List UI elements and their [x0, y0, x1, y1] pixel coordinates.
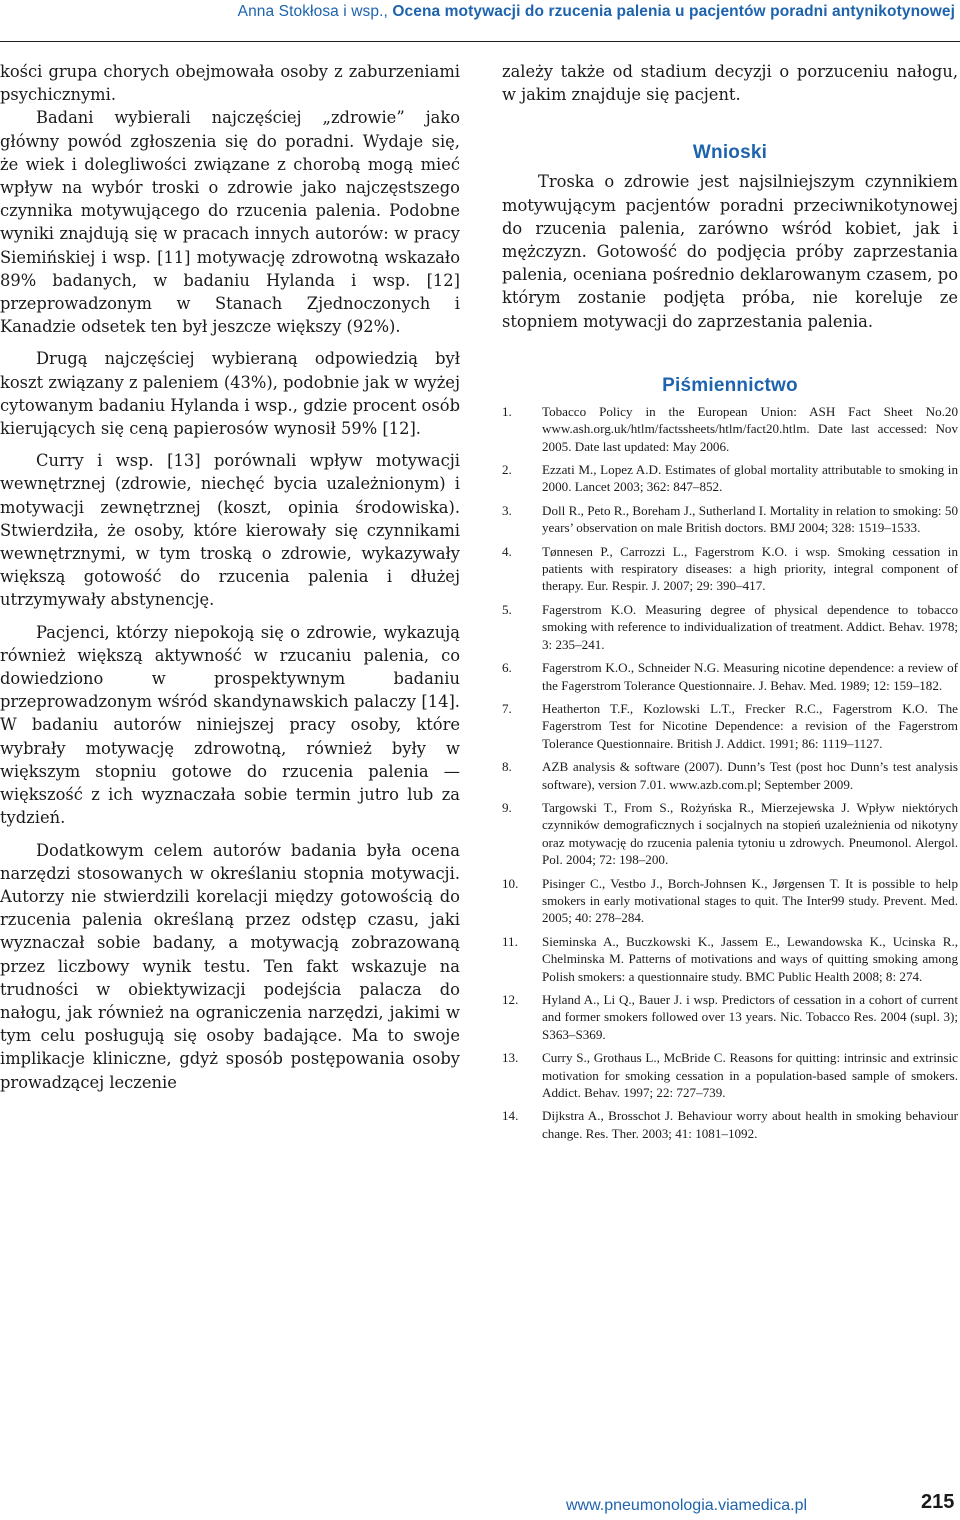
reference-number: 11. [502, 933, 518, 949]
conclusions-heading: Wnioski [692, 142, 768, 164]
reference-text: Curry S., Grothaus L., McBride C. Reasons for quitting: intrinsic and extrinsic motivation for smoking cessation in a population-based sample of smokers. Addict. Behav. 1997; 22: 727–739. [542, 1050, 958, 1101]
reference-number: 3. [502, 502, 512, 518]
reference-number: 6. [502, 660, 512, 676]
left-column [0, 60, 460, 1094]
reference-item [502, 502, 958, 537]
paragraph: Badani wybierali najczęściej „zdrowie” jako główny powód zgłoszenia się do poradni. Wydaje się, że wiek i dolegliwości związane z chorobą mogą mieć wpływ na wybór troski o zdrowie jako najczęstszego czynnika motywującego do rzucenia palenia. Podobne wyniki znajdują się w pracach innych autorów: w pracy Siemińskiej i wsp. [11] motywację zdrowotną wskazało 89% badanych, w badaniu Hylanda i wsp. [12] przeprowadzonym w Stanach Zjednoczonych i Kanadzie odsetek ten był jeszcze większy (92%). [0, 108, 460, 337]
paragraph: zależy także od stadium decyzji o porzuceniu nałogu, w jakim znajduje się pacjent. [502, 62, 958, 105]
reference-number: 1. [502, 403, 512, 419]
reference-text: Tobacco Policy in the European Union: ASH Fact Sheet No.20 www.ash.org.uk/htlm/factssheets/htlm/fact20.htlm. Date last accessed: Nov 2005. Date last updated: May 2006. [542, 403, 958, 454]
running-header [0, 3, 955, 21]
reference-item [502, 403, 958, 455]
paragraph: Dodatkowym celem autorów badania była ocena narzędzi stosowanych w określaniu stopnia motywacji. Autorzy nie stwierdzili korelacji między gotowością do rzucenia palenia określaną przez odstęp czasu, jaki wyznaczał sobie badany, a motywacją zobrazowaną przez liczbowy wynik testu. Ten fakt wskazuje na trudności w obiektywizacji podejścia palacza do nałogu, jak również na ograniczenia narzędzi, jakimi w tym celu posługują się osoby badające. Ma to swoje implikacje kliniczne, gdyż sposób postępowania osoby prowadzącej leczenie [0, 840, 460, 1092]
paragraph: Curry i wsp. [13] porównali wpływ motywacji wewnętrznej (zdrowie, niechęć bycia uzależnionym) i motywacji zewnętrznej (koszt, opinia środowiska). Stwierdziła, że osoby, które kierowały się czynnikami wewnętrznymi, w tym troską o zdrowie, wykazywały większą gotowość do rzucenia palenia i dłużej utrzymywały abstynencję. [0, 451, 460, 610]
references-list [502, 403, 958, 1142]
reference-item [502, 799, 958, 869]
reference-text: Ezzati M., Lopez A.D. Estimates of global mortality attributable to smoking in 2000. Lancet 2003; 362: 847–852. [542, 462, 958, 495]
reference-item [502, 601, 958, 653]
reference-number: 13. [502, 1050, 519, 1066]
reference-text: Hyland A., Li Q., Bauer J. i wsp. Predictors of cessation in a cohort of current and former smokers followed over 13 years. Nic. Tobacco Res. 2004 (supl. 3); S363–S369. [542, 992, 958, 1042]
reference-item [502, 758, 958, 793]
reference-item [502, 461, 958, 496]
paragraph: Pacjenci, którzy niepokoją się o zdrowie, wykazują również większą aktywność w rzucaniu palenia, co dowiedziono w prospektywnym badaniu przeprowadzonym wśród skandynawskich palaczy [14]. W badaniu autorów niniejszej pracy osoby, które wybrały motywację zdrowotną, również były w większym stopniu gotowe do rzucenia palenia — większość z ich wyznaczała sobie termin jutro lub za tydzień. [0, 622, 460, 828]
reference-text: Tønnesen P., Carrozzi L., Fagerstrom K.O. i wsp. Smoking cessation in patients with respiratory diseases: a high priority, integral component of therapy. Eur. Respir. J. 2007; 29: 390–417. [542, 543, 958, 594]
reference-number: 8. [502, 759, 512, 775]
reference-number: 12. [502, 992, 519, 1008]
reference-text: Targowski T., From S., Rożyńska R., Mierzejewska J. Wpływ niektórych czynników demograficznych i socjalnych na stopień uzależnienia od nikotyny oraz motywację do rzucenia palenia tytoniu u zdrowych. Pneumonol. Alergol. Pol. 2004; 72: 198–200. [542, 799, 958, 868]
page-number: 215 [921, 1491, 955, 1513]
reference-text: Sieminska A., Buczkowski K., Jassem E., Lewandowska K., Ucinska R., Chelminska M. Patterns of motivations and ways of quitting smoking among Polish smokers: a questionnaire study. BMC Public Health 2008; 8: 274. [542, 933, 958, 984]
reference-item [502, 991, 958, 1043]
header-article-title: Ocena motywacji do rzucenia palenia u pacjentów poradni antynikotynowej [392, 3, 955, 20]
reference-text: AZB analysis & software (2007). Dunn’s Test (post hoc Dunn’s test analysis software), version 7.01. www.azb.com.pl; September 2009. [542, 759, 958, 792]
reference-text: Heatherton T.F., Kozlowski L.T., Frecker R.C., Fagerstrom K.O. The Fagerstrom Test for Nicotine Dependence: a revision of the Fagerstrom Tolerance Questionnaire. British J. Addict. 1991; 86: 1119–1127. [542, 700, 958, 751]
paragraph: kości grupa chorych obejmowała osoby z zaburzeniami psychicznymi. [0, 62, 460, 105]
paragraph: Drugą najczęściej wybieraną odpowiedzią był koszt związany z paleniem (43%), podobnie jak w wyżej cytowanym badaniu Hylanda i wsp., gdzie procent osób kierujących się ceną papierosów wynosił 59% [12]. [0, 349, 460, 439]
header-rule [0, 41, 960, 42]
reference-item [502, 933, 958, 985]
reference-number: 5. [502, 601, 512, 617]
reference-item [502, 1107, 958, 1142]
journal-url-link[interactable]: www.pneumonologia.viamedica.pl [566, 1497, 808, 1514]
reference-number: 4. [502, 543, 512, 559]
header-authors: Anna Stokłosa i wsp., [237, 3, 388, 20]
reference-number: 2. [502, 462, 512, 478]
reference-text: Fagerstrom K.O., Schneider N.G. Measuring nicotine dependence: a review of the Fagerstrom Tolerance Questionnaire. J. Behav. Med. 1989; 12: 159–182. [542, 660, 958, 693]
reference-item [502, 659, 958, 694]
reference-text: Doll R., Peto R., Boreham J., Sutherland I. Mortality in relation to smoking: 50 years’ observation on male British doctors. BMJ 2004; 328: 1519–1533. [542, 502, 958, 536]
reference-number: 14. [502, 1108, 519, 1124]
right-column [502, 60, 958, 1148]
reference-item [502, 1049, 958, 1101]
reference-text: Dijkstra A., Brosschot J. Behaviour worry about health in smoking behaviour change. Res. Ther. 2003; 41: 1081–1092. [542, 1108, 958, 1141]
reference-text: Fagerstrom K.O. Measuring degree of physical dependence to tobacco smoking with reference to individualization of treatment. Addict. Behav. 1978; 3: 235–241. [542, 601, 958, 652]
reference-text: Pisinger C., Vestbo J., Borch-Johnsen K., Jørgensen T. It is possible to help smokers in early motivational stages to quit. The Inter99 study. Prevent. Med. 2005; 40: 278–284. [542, 875, 958, 926]
reference-item [502, 875, 958, 927]
reference-number: 7. [502, 700, 512, 716]
reference-number: 10. [502, 875, 519, 891]
reference-number: 9. [502, 799, 512, 815]
conclusions-paragraph: Troska o zdrowie jest najsilniejszym czynnikiem motywującym pacjentów poradni przeciwnikotynowej do rzucenia palenia, zarówno wśród kobiet, jak i mężczyzn. Gotowość do podjęcia próby zaprzestania palenia, oceniana pośrednio deklarowanym czasem, po którym zostanie podjęta próba, nie koreluje ze stopniem motywacji do zaprzestania palenia. [502, 172, 958, 331]
references-heading: Piśmiennictwo [662, 374, 798, 396]
reference-item [502, 700, 958, 752]
reference-item [502, 543, 958, 595]
